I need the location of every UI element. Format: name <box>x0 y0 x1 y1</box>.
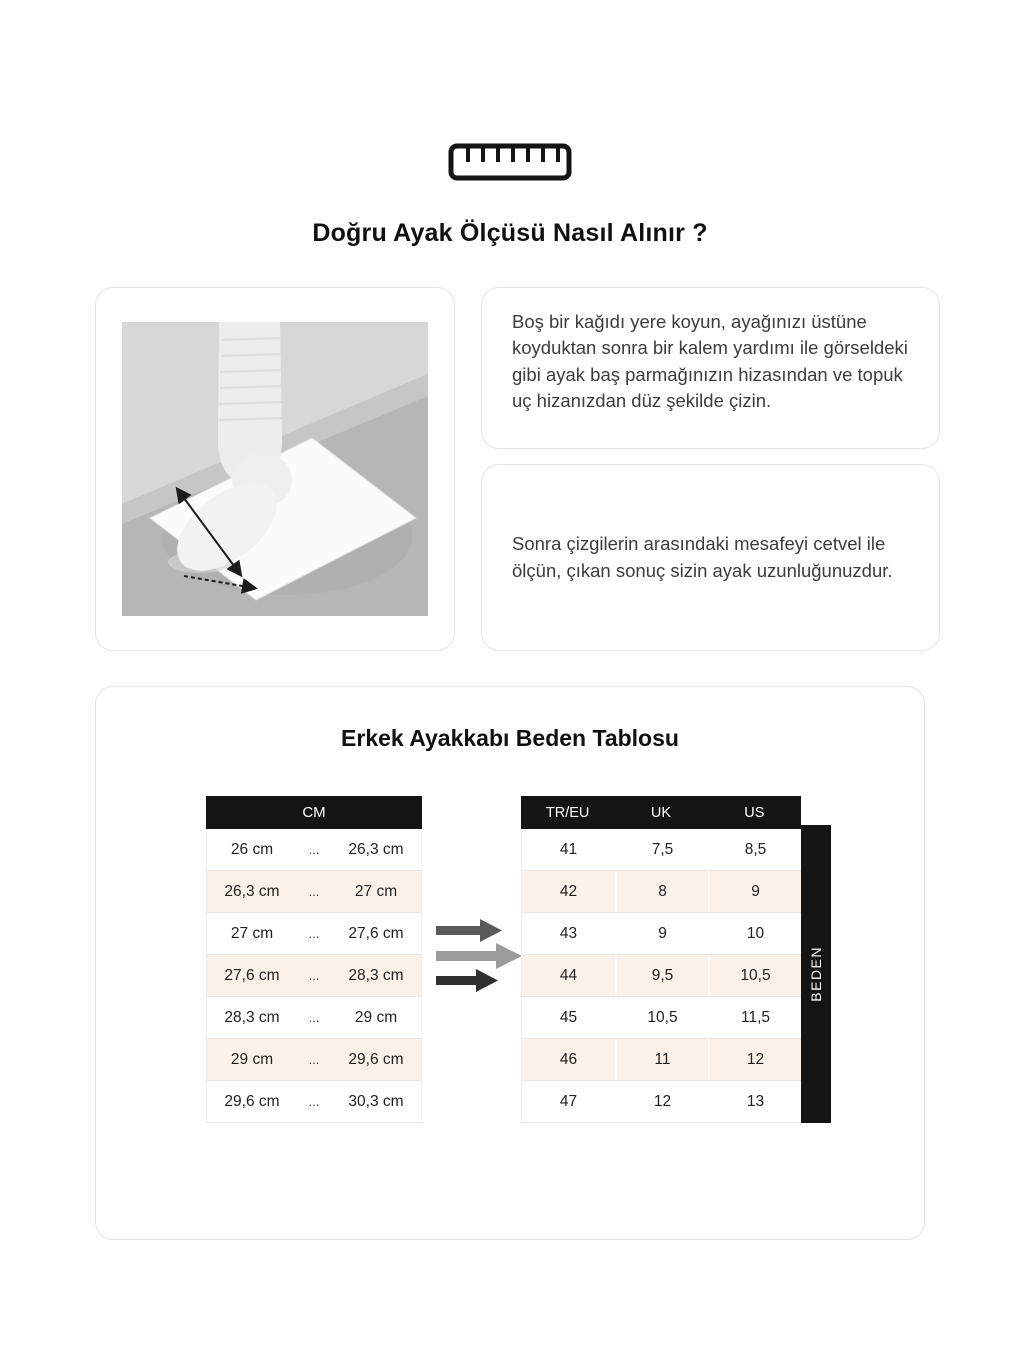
size-us: 11,5 <box>708 997 801 1038</box>
header-uk: UK <box>650 804 672 821</box>
size-us: 10 <box>708 913 801 954</box>
cm-separator: ... <box>308 884 320 899</box>
size-tr-eu: 43 <box>559 924 578 942</box>
size-tr-eu: 44 <box>522 955 615 996</box>
cm-from: 27,6 cm <box>224 966 280 984</box>
size-uk: 11 <box>615 1039 708 1080</box>
cm-table-row <box>206 1039 422 1081</box>
cm-table-row <box>206 955 422 997</box>
cm-table-header: CM <box>206 796 422 829</box>
size-table-row <box>521 997 801 1039</box>
cm-to: 29,6 cm <box>348 1050 404 1068</box>
size-uk: 8 <box>615 871 708 912</box>
cm-table-row <box>206 997 422 1039</box>
size-table-row <box>521 955 801 997</box>
beden-side-label-bar <box>801 825 831 1123</box>
size-table-row <box>521 1039 801 1081</box>
size-uk: 12 <box>615 1081 708 1122</box>
cm-from: 29,6 cm <box>224 1092 280 1110</box>
cm-to: 30,3 cm <box>348 1092 404 1110</box>
cm-table <box>206 796 422 1123</box>
size-table-title: Erkek Ayakkabı Beden Tablosu <box>341 725 679 751</box>
cm-separator: ... <box>308 842 320 857</box>
size-uk: 7,5 <box>615 829 708 870</box>
size-table-row <box>521 871 801 913</box>
cm-from: 27 cm <box>230 924 274 942</box>
size-table-row <box>521 829 801 871</box>
cm-separator: ... <box>308 1094 320 1109</box>
header-us: US <box>744 804 765 821</box>
size-uk: 9,5 <box>615 955 708 996</box>
cm-to: 27 cm <box>354 882 398 900</box>
cm-separator: ... <box>308 1010 320 1025</box>
cm-to: 28,3 cm <box>348 966 404 984</box>
cm-table-row <box>206 871 422 913</box>
size-tr-eu: 42 <box>522 871 615 912</box>
header-tr-eu: TR/EU <box>545 804 590 821</box>
cm-from: 26,3 cm <box>224 882 280 900</box>
cm-separator: ... <box>308 1052 320 1067</box>
transfer-arrows-icon <box>434 917 526 998</box>
instruction-step-2: Sonra çizgilerin arasındaki mesafeyi cetvel ile ölçün, çıkan sonuç sizin ayak uzunluğunuzdur. <box>512 533 893 581</box>
foot-photo-card <box>95 287 455 651</box>
beden-side-label: BEDEN <box>808 946 824 1002</box>
cm-to: 29 cm <box>354 1008 398 1026</box>
size-us: 9 <box>708 871 801 912</box>
cm-from: 26 cm <box>230 840 274 858</box>
size-table-header-row <box>521 796 801 829</box>
size-us: 13 <box>708 1081 801 1122</box>
size-table-card <box>95 686 925 1240</box>
page-title: Doğru Ayak Ölçüsü Nasıl Alınır ? <box>312 219 708 247</box>
instruction-card-2 <box>481 464 940 651</box>
cm-to: 27,6 cm <box>348 924 404 942</box>
size-tr-eu: 47 <box>559 1092 578 1110</box>
cm-from: 29 cm <box>230 1050 274 1068</box>
size-uk: 9 <box>615 913 708 954</box>
size-uk: 10,5 <box>615 997 708 1038</box>
size-tr-eu: 41 <box>559 840 578 858</box>
ruler-icon <box>0 138 1020 186</box>
instruction-card-1 <box>481 287 940 449</box>
foot-measurement-photo <box>122 322 428 616</box>
cm-table-row <box>206 1081 422 1123</box>
size-us: 8,5 <box>708 829 801 870</box>
size-tr-eu: 46 <box>522 1039 615 1080</box>
size-us: 10,5 <box>708 955 801 996</box>
size-tr-eu: 45 <box>559 1008 578 1026</box>
size-us: 12 <box>708 1039 801 1080</box>
size-table-row <box>521 1081 801 1123</box>
cm-table-row <box>206 913 422 955</box>
cm-separator: ... <box>308 926 320 941</box>
instruction-step-1: Boş bir kağıdı yere koyun, ayağınızı üstüne koyduktan sonra bir kalem yardımı ile görseldeki gibi ayak baş parmağınızın hizasından ve topuk uç hizanızdan düz şekilde çizin. <box>512 311 908 411</box>
cm-separator: ... <box>308 968 320 983</box>
cm-from: 28,3 cm <box>224 1008 280 1026</box>
cm-table-row <box>206 829 422 871</box>
cm-to: 26,3 cm <box>348 840 404 858</box>
size-table-row <box>521 913 801 955</box>
size-conversion-table <box>521 796 801 1123</box>
